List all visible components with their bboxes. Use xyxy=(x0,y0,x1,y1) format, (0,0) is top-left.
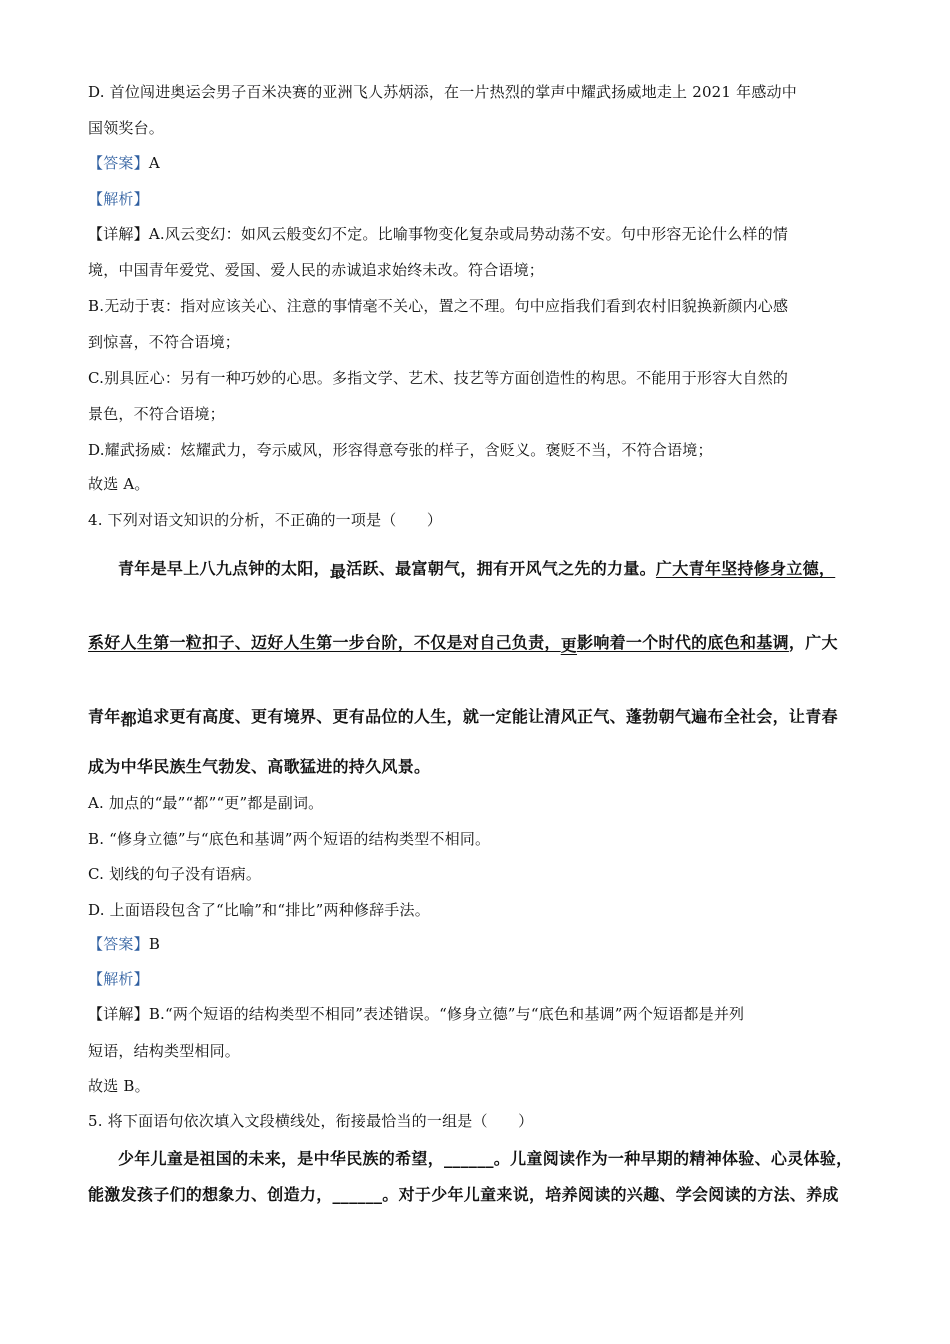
dotted-word-geng: 更 xyxy=(560,636,578,655)
detail-4-line-2: 短语，结构类型相同。 xyxy=(88,1042,241,1060)
detail-3-d: D.耀武扬威：炫耀武力，夸示威风，形容得意夸张的样子，含贬义。褒贬不当，不符合语境； xyxy=(88,441,713,459)
underlined-sentence: 系好人生第一粒扣子、迈好人生第一步台阶，不仅是对自己负责， xyxy=(88,633,561,652)
passage-text: 追求更有高度、更有境界、更有品位的人生，就一定能让清风正气、蓬勃朝气遍布全社会，让青春 xyxy=(136,707,838,726)
question-4-option-c: C. 划线的句子没有语病。 xyxy=(88,865,262,883)
detail-4-line-1 xyxy=(88,1004,744,1024)
answer-value: B xyxy=(148,935,161,953)
passage-text: 青年是早上八九点钟的太阳， xyxy=(118,559,330,578)
passage-5-line-2: 能激发孩子们的想象力、创造力，______。对于少年儿童来说，培养阅读的兴趣、学会阅读的方法、养成 xyxy=(88,1185,839,1204)
underlined-sentence: 广大青年坚持修身立德， xyxy=(655,559,836,578)
underlined-sentence: 影响着一个时代的底色和基调 xyxy=(577,633,789,652)
detail-3-a-line-2: 境，中国青年爱党、爱国、爱人民的赤诚追求始终未改。符合语境； xyxy=(88,261,545,279)
detail-3-c-line-1: C.别具匠心：另有一种巧妙的心思。多指文学、艺术、技艺等方面创造性的构思。不能用于形容大自然的 xyxy=(88,369,789,387)
passage-4-line-3 xyxy=(88,706,838,728)
passage-text: 活跃、最富朝气，拥有开风气之先的力量。 xyxy=(346,559,656,578)
passage-4-line-1 xyxy=(118,558,835,580)
passage-text: 青年 xyxy=(88,707,121,726)
detail-3-a-line-1 xyxy=(88,224,788,244)
question-4-option-b: B. “修身立德”与“底色和基调”两个短语的结构类型不相同。 xyxy=(88,830,491,848)
analysis-tag-4: 【解析】 xyxy=(88,970,149,988)
passage-4-line-4: 成为中华民族生气勃发、高歌猛进的持久风景。 xyxy=(88,757,431,776)
choose-3: 故选 A。 xyxy=(88,475,150,493)
option-d-line-1: D. 首位闯进奥运会男子百米决赛的亚洲飞人苏炳添，在一片热烈的掌声中耀武扬威地走上 2021 年感动中 xyxy=(88,83,797,101)
analysis-tag-3: 【解析】 xyxy=(88,190,149,208)
question-5-title: 5. 将下面语句依次填入文段横线处，衔接最恰当的一组是（ ） xyxy=(88,1112,534,1130)
choose-4: 故选 B。 xyxy=(88,1077,150,1095)
passage-4-line-2 xyxy=(88,632,838,654)
passage-5-line-1: 少年儿童是祖国的未来，是中华民族的希望，______。儿童阅读作为一种早期的精神体验、心灵体验， xyxy=(118,1149,853,1168)
answer-4 xyxy=(88,934,160,954)
detail-text: B.“两个短语的结构类型不相同”表述错误。“修身立德”与“底色和基调”两个短语都是并列 xyxy=(148,1005,745,1023)
option-d-line-2: 国领奖台。 xyxy=(88,119,165,137)
answer-tag: 【答案】 xyxy=(88,154,149,172)
question-4-title: 4. 下列对语文知识的分析，不正确的一项是（ ） xyxy=(88,511,443,529)
dotted-word-dou: 都 xyxy=(120,710,137,729)
detail-text: A.风云变幻：如风云般变幻不定。比喻事物变化复杂或局势动荡不安。句中形容无论什么样的情 xyxy=(148,225,789,243)
detail-3-b-line-2: 到惊喜，不符合语境； xyxy=(88,333,241,351)
question-4-option-a: A. 加点的“最”“都”“更”都是副词。 xyxy=(88,794,324,812)
question-4-option-d: D. 上面语段包含了“比喻”和“排比”两种修辞手法。 xyxy=(88,901,430,919)
detail-tag: 【详解】 xyxy=(88,225,149,243)
answer-tag: 【答案】 xyxy=(88,935,149,953)
dotted-word-zui: 最 xyxy=(329,562,347,581)
detail-3-c-line-2: 景色，不符合语境； xyxy=(88,405,225,423)
detail-3-b-line-1: B.无动于衷：指对应该关心、注意的事情毫不关心，置之不理。句中应指我们看到农村旧貌换新颜内心感 xyxy=(88,297,789,315)
answer-3 xyxy=(88,153,160,173)
answer-value: A xyxy=(148,154,160,172)
passage-text: ，广大 xyxy=(788,633,838,652)
detail-tag: 【详解】 xyxy=(88,1005,149,1023)
